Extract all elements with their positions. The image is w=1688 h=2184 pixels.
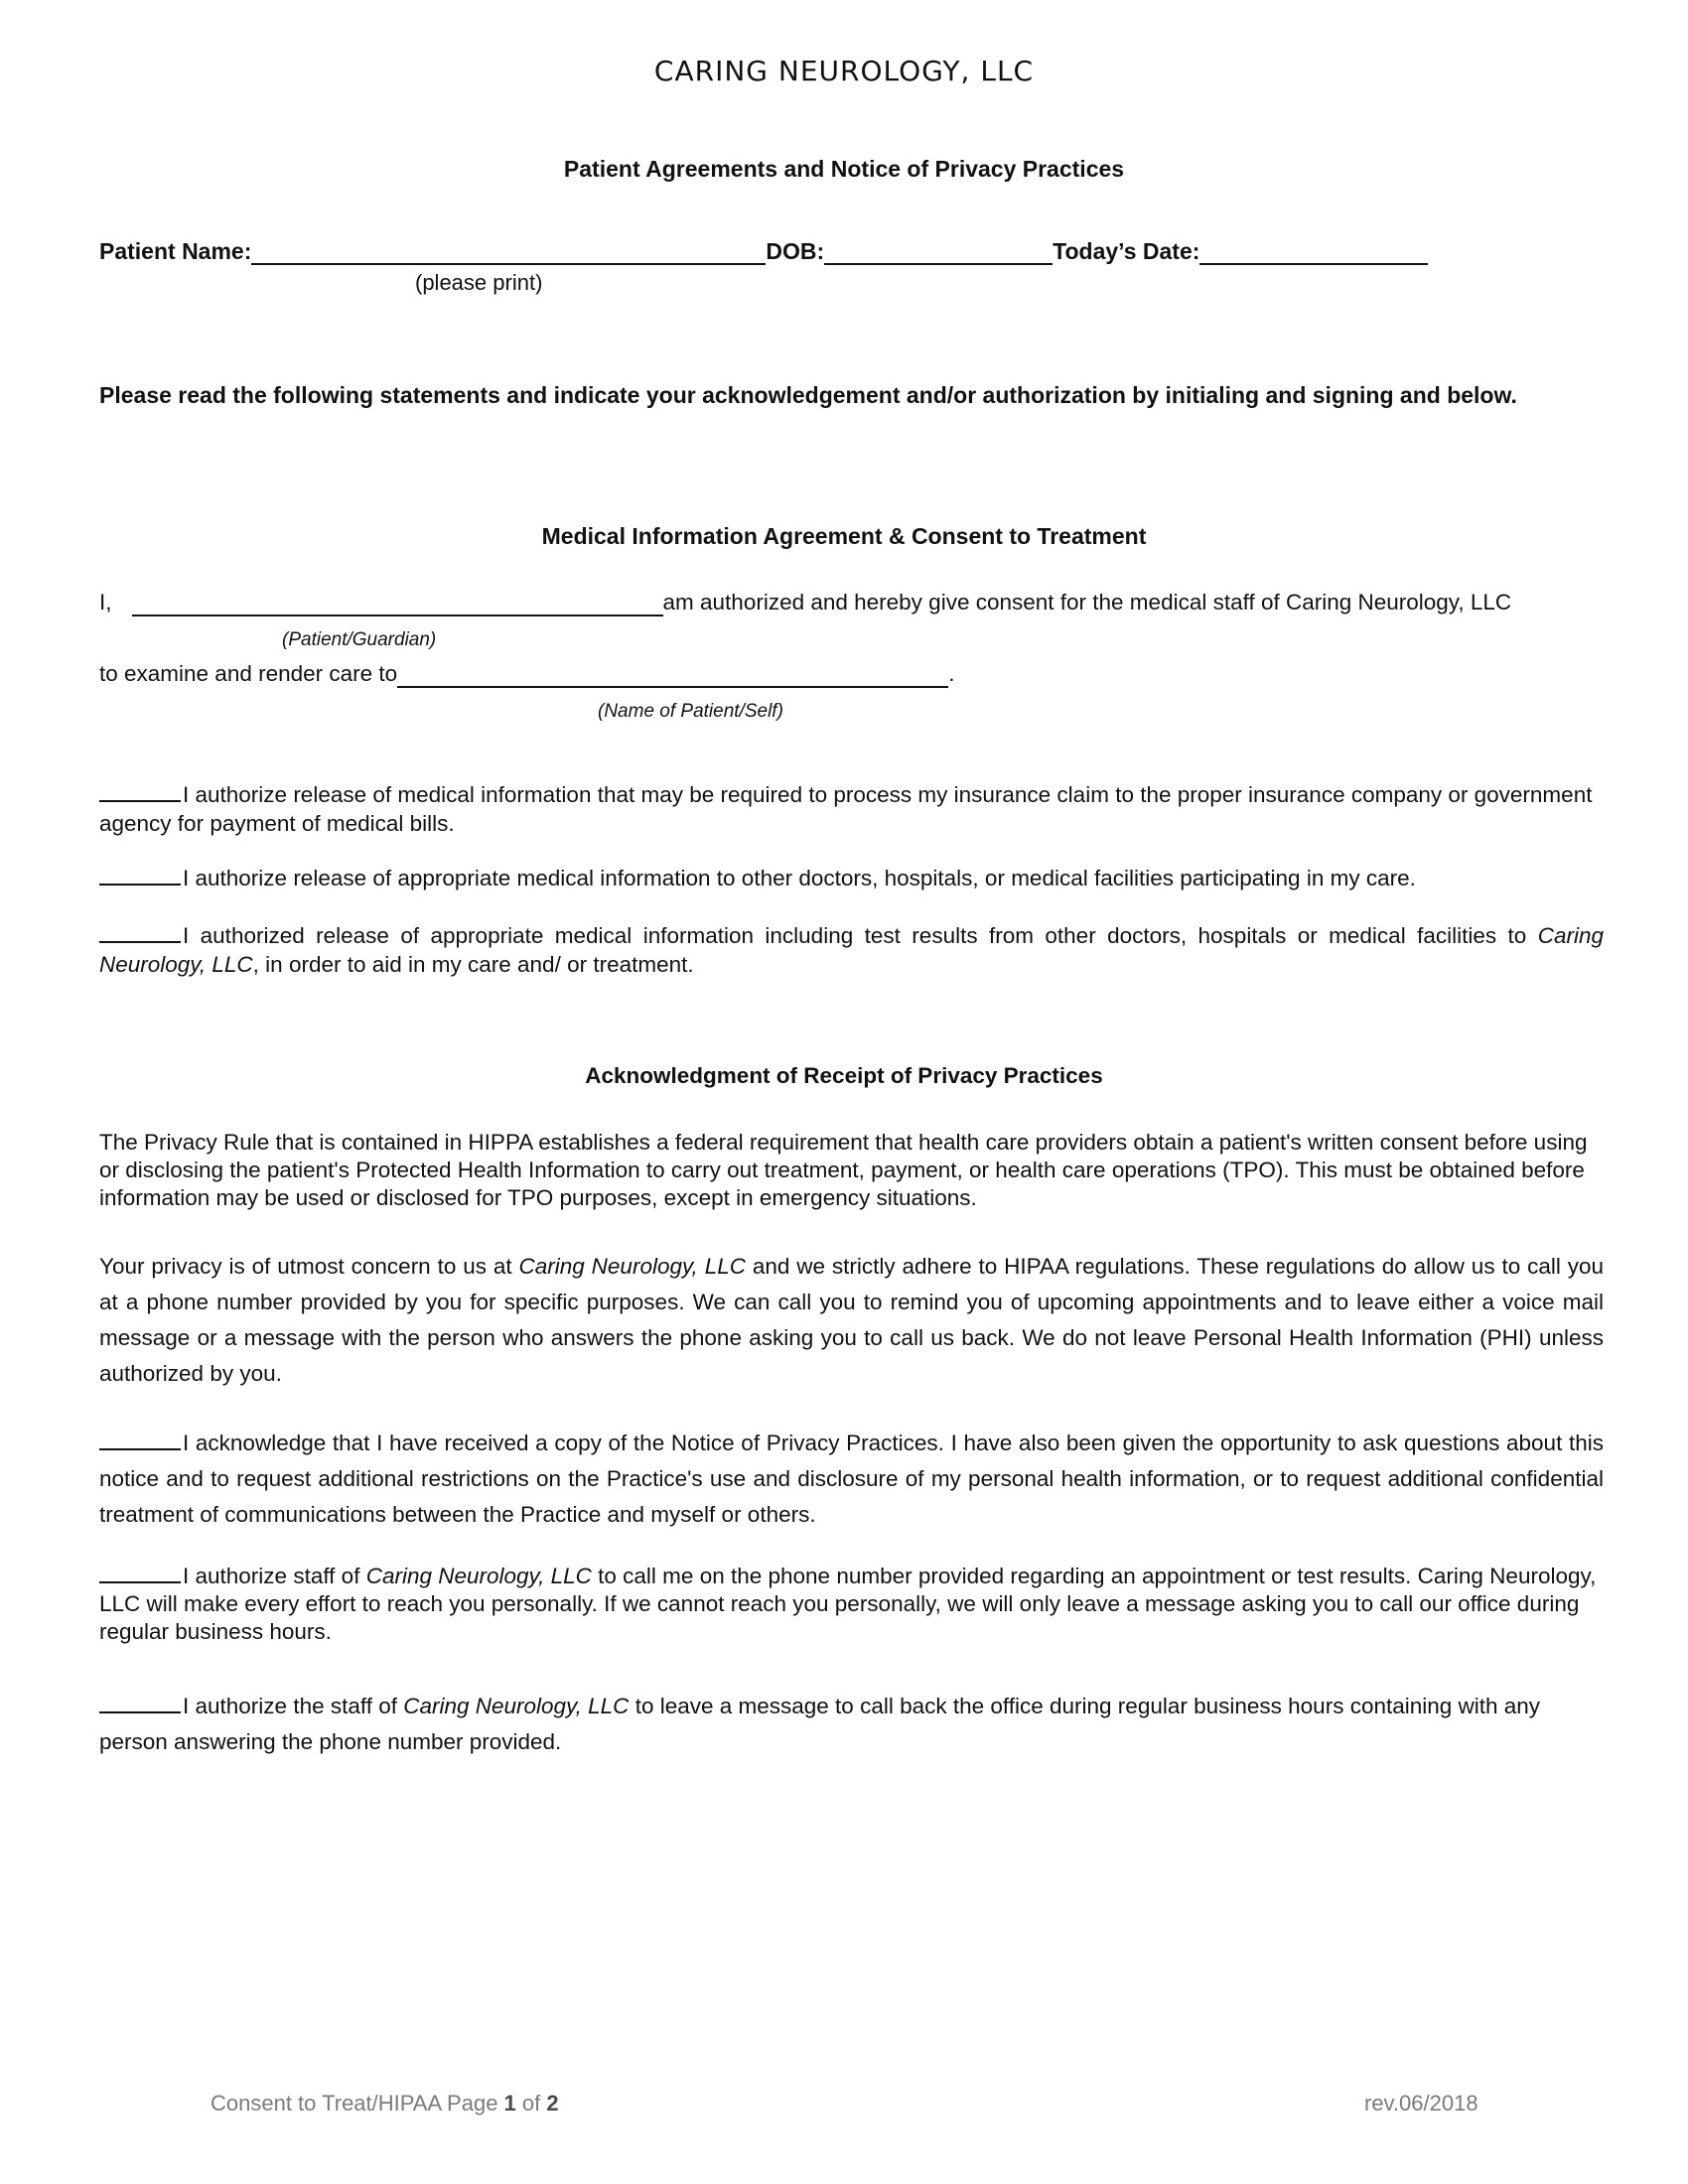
your-privacy-paragraph	[99, 1249, 1604, 1392]
your-privacy-text-1: Your privacy is of utmost concern to us at	[99, 1254, 519, 1279]
consent-heading: Medical Information Agreement & Consent to Treatment	[541, 523, 1147, 549]
page-current: 1	[503, 2091, 516, 2116]
name-of-patient-caption: (Name of Patient/Self)	[598, 701, 783, 722]
initials-field-message[interactable]	[99, 1692, 181, 1713]
page-prefix: Consent to Treat/HIPAA Page	[211, 2091, 504, 2116]
message-item-text-1: I authorize the staff of	[183, 1694, 404, 1718]
dob-label: DOB:	[766, 238, 825, 264]
page-footer	[211, 2091, 559, 2116]
initials-field-doctors[interactable]	[99, 864, 181, 886]
practice-name: Caring Neurology, LLC	[99, 923, 1604, 977]
company-name: CARING NEUROLOGY, LLC	[653, 55, 1035, 87]
acknowledge-item	[99, 1426, 1604, 1533]
release-item-test-results	[99, 921, 1604, 979]
release-item-doctors-text: I authorize release of appropriate medical information to other doctors, hospitals, or medical facilities participating in my care.	[183, 866, 1416, 890]
revision-label: rev.06/2018	[1364, 2091, 1478, 2116]
privacy-rule-paragraph: The Privacy Rule that is contained in HIPPA establishes a federal requirement that health care providers obtain a patient's written consent before using or disclosing the patient's Protected Health Information to carry out treatment, payment, or health care operations (TPO). This must be obtained before information may be used or disclosed for TPO purposes, except in emergency situations.	[99, 1130, 1588, 1210]
your-privacy-text-2: and we strictly adhere to HIPAA regulations. These regulations do allow us to call you at a phone number provided by you for specific purposes. We can call you to remind you of upcoming appointments and to leave either a voice mail message or a message with the person who answers the phone asking you to call us back. We do not leave Personal Health Information (PHI) unless authorized by you.	[99, 1254, 1604, 1386]
release-item-insurance-text: I authorize release of medical information that may be required to process my insurance claim to the proper insurance company or government agency for payment of medical bills.	[99, 782, 1593, 836]
todays-date-label: Today’s Date:	[1053, 238, 1200, 264]
i-prefix: I,	[99, 590, 112, 614]
initials-field-insurance[interactable]	[99, 780, 181, 802]
patient-name-field[interactable]	[251, 239, 766, 265]
authorized-text: am authorized and hereby give consent for the medical staff of Caring Neurology, LLC	[662, 590, 1512, 614]
release-item-doctors	[99, 864, 1604, 892]
initials-field-test-results[interactable]	[99, 921, 181, 943]
practice-name: Caring Neurology, LLC	[518, 1254, 746, 1279]
practice-name: Caring Neurology, LLC	[403, 1694, 630, 1718]
please-print-caption: (please print)	[415, 270, 543, 295]
call-item-text-1: I authorize staff of	[183, 1564, 366, 1588]
examine-line	[99, 659, 954, 688]
message-item-text-2: to leave a message to call back the office during regular business hours containing with any person answering the phone number provided.	[99, 1694, 1541, 1754]
release-item-test-results-text-2: , in order to aid in my care and/ or treatment.	[252, 952, 694, 977]
acknowledge-item-text: I acknowledge that I have received a copy of the Notice of Privacy Practices. I have also been given the opportunity to ask questions about this notice and to request additional restrictions on the Practice's use and disclosure of my personal health information, or to request additional confidential treatment of communications between the Practice and myself or others.	[99, 1431, 1604, 1527]
period: .	[948, 661, 955, 686]
instruction-text: Please read the following statements and indicate your acknowledgement and/or authorization by initialing and signing and below.	[99, 382, 1517, 408]
release-item-insurance	[99, 780, 1604, 838]
page-total: 2	[546, 2091, 559, 2116]
form-title: Patient Agreements and Notice of Privacy Practices	[563, 156, 1125, 182]
call-item-text-2: to call me on the phone number provided regarding an appointment or test results. Caring Neurology, LLC will make every effort to reach you personally. If we cannot reach you personally, we will only leave a message asking you to call our office during regular business hours.	[99, 1564, 1597, 1644]
patient-guardian-caption: (Patient/Guardian)	[282, 629, 437, 650]
practice-name: Caring Neurology, LLC	[365, 1564, 592, 1588]
message-item	[99, 1689, 1607, 1760]
privacy-heading: Acknowledgment of Receipt of Privacy Practices	[585, 1063, 1103, 1088]
patient-fields-row	[99, 238, 1428, 265]
call-item	[99, 1562, 1607, 1646]
examine-text: to examine and render care to	[99, 661, 398, 686]
todays-date-field[interactable]	[1199, 239, 1428, 265]
patient-guardian-field[interactable]	[132, 593, 663, 616]
initials-field-call[interactable]	[99, 1562, 181, 1583]
initials-field-acknowledge[interactable]	[99, 1429, 181, 1450]
patient-name-label: Patient Name:	[99, 238, 252, 264]
consent-line	[99, 588, 1609, 616]
page-of: of	[515, 2091, 547, 2116]
dob-field[interactable]	[824, 239, 1053, 265]
name-of-patient-field[interactable]	[397, 664, 948, 688]
release-item-test-results-text-1: I authorized release of appropriate medical information including test results from other doctors, hospitals or medical facilities to	[183, 923, 1538, 948]
